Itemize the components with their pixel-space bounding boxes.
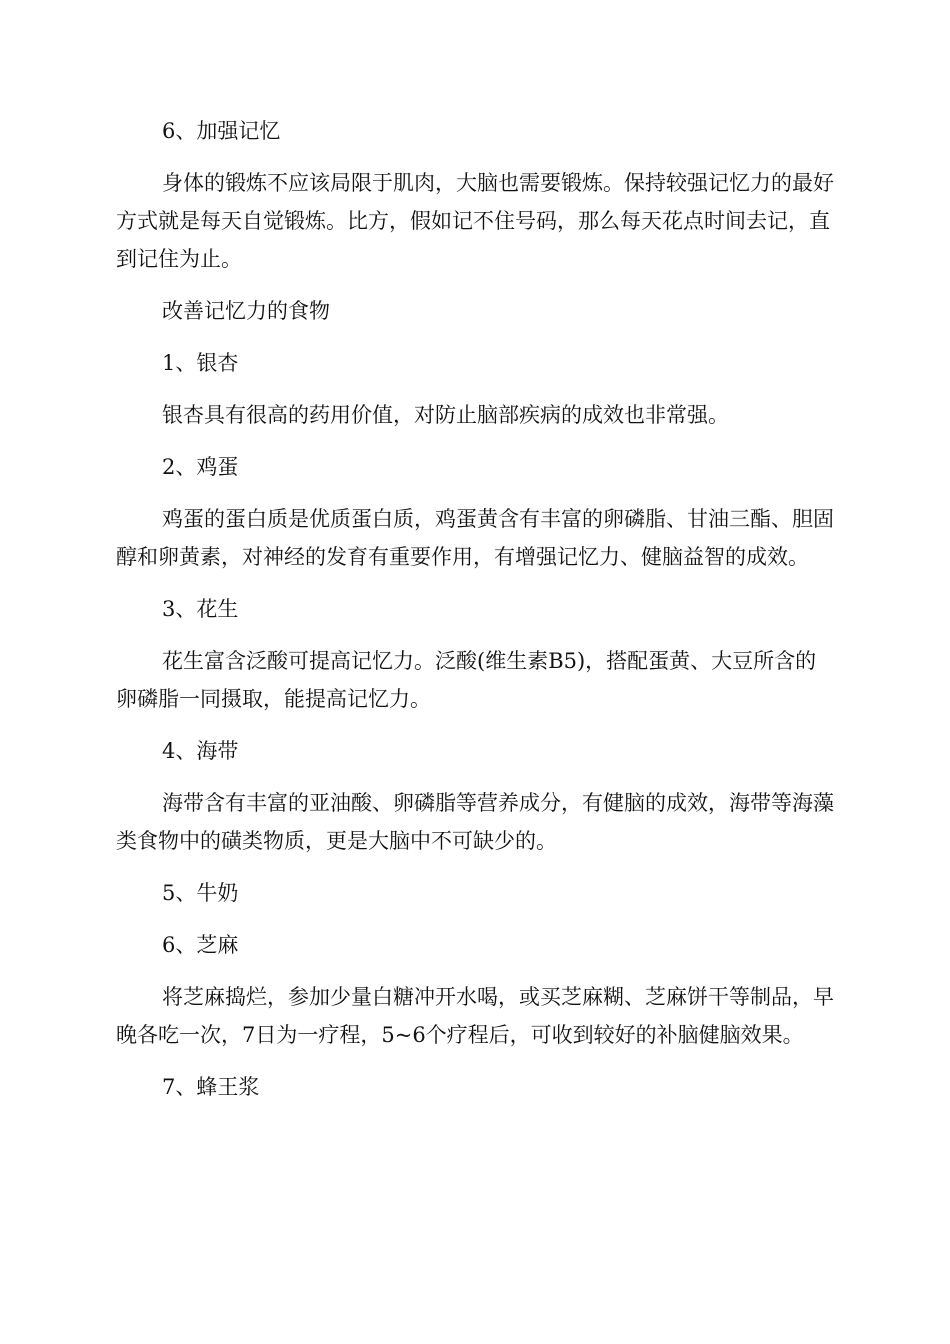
item-heading-milk: 5、牛奶 xyxy=(162,881,239,905)
item-heading-ginkgo: 1、银杏 xyxy=(162,351,239,375)
paragraph-sesame: 将芝麻捣烂，参加少量白糖冲开水喝，或买芝麻糊、芝麻饼干等制品，早晚各吃一次，7日为一疗程，5~6个疗程后，可收到较好的补脑健脑效果。 xyxy=(116,985,834,1047)
section-heading-memory: 6、加强记忆 xyxy=(162,119,281,143)
document-body xyxy=(116,112,836,1120)
item-heading-royal-jelly: 7、蜂王浆 xyxy=(162,1075,260,1099)
item-heading-egg: 2、鸡蛋 xyxy=(162,455,239,479)
paragraph-kelp: 海带含有丰富的亚油酸、卵磷脂等营养成分，有健脑的成效，海带等海藻类食物中的磺类物质，更是大脑中不可缺少的。 xyxy=(116,791,834,853)
item-heading-peanut: 3、花生 xyxy=(162,597,239,621)
item-heading-sesame: 6、芝麻 xyxy=(162,933,239,957)
paragraph-egg: 鸡蛋的蛋白质是优质蛋白质，鸡蛋黄含有丰富的卵磷脂、甘油三酯、胆固醇和卵黄素，对神经的发育有重要作用，有增强记忆力、健脑益智的成效。 xyxy=(116,507,834,569)
paragraph-memory: 身体的锻炼不应该局限于肌肉，大脑也需要锻炼。保持较强记忆力的最好方式就是每天自觉锻炼。比方，假如记不住号码，那么每天花点时间去记，直到记住为止。 xyxy=(116,171,834,271)
paragraph-peanut: 花生富含泛酸可提高记忆力。泛酸(维生素B5)，搭配蛋黄、大豆所含的卵磷脂一同摄取，能提高记忆力。 xyxy=(116,649,817,711)
item-heading-kelp: 4、海带 xyxy=(162,739,239,763)
section-heading-foods: 改善记忆力的食物 xyxy=(162,299,330,323)
paragraph-ginkgo: 银杏具有很高的药用价值，对防止脑部疾病的成效也非常强。 xyxy=(162,403,729,427)
